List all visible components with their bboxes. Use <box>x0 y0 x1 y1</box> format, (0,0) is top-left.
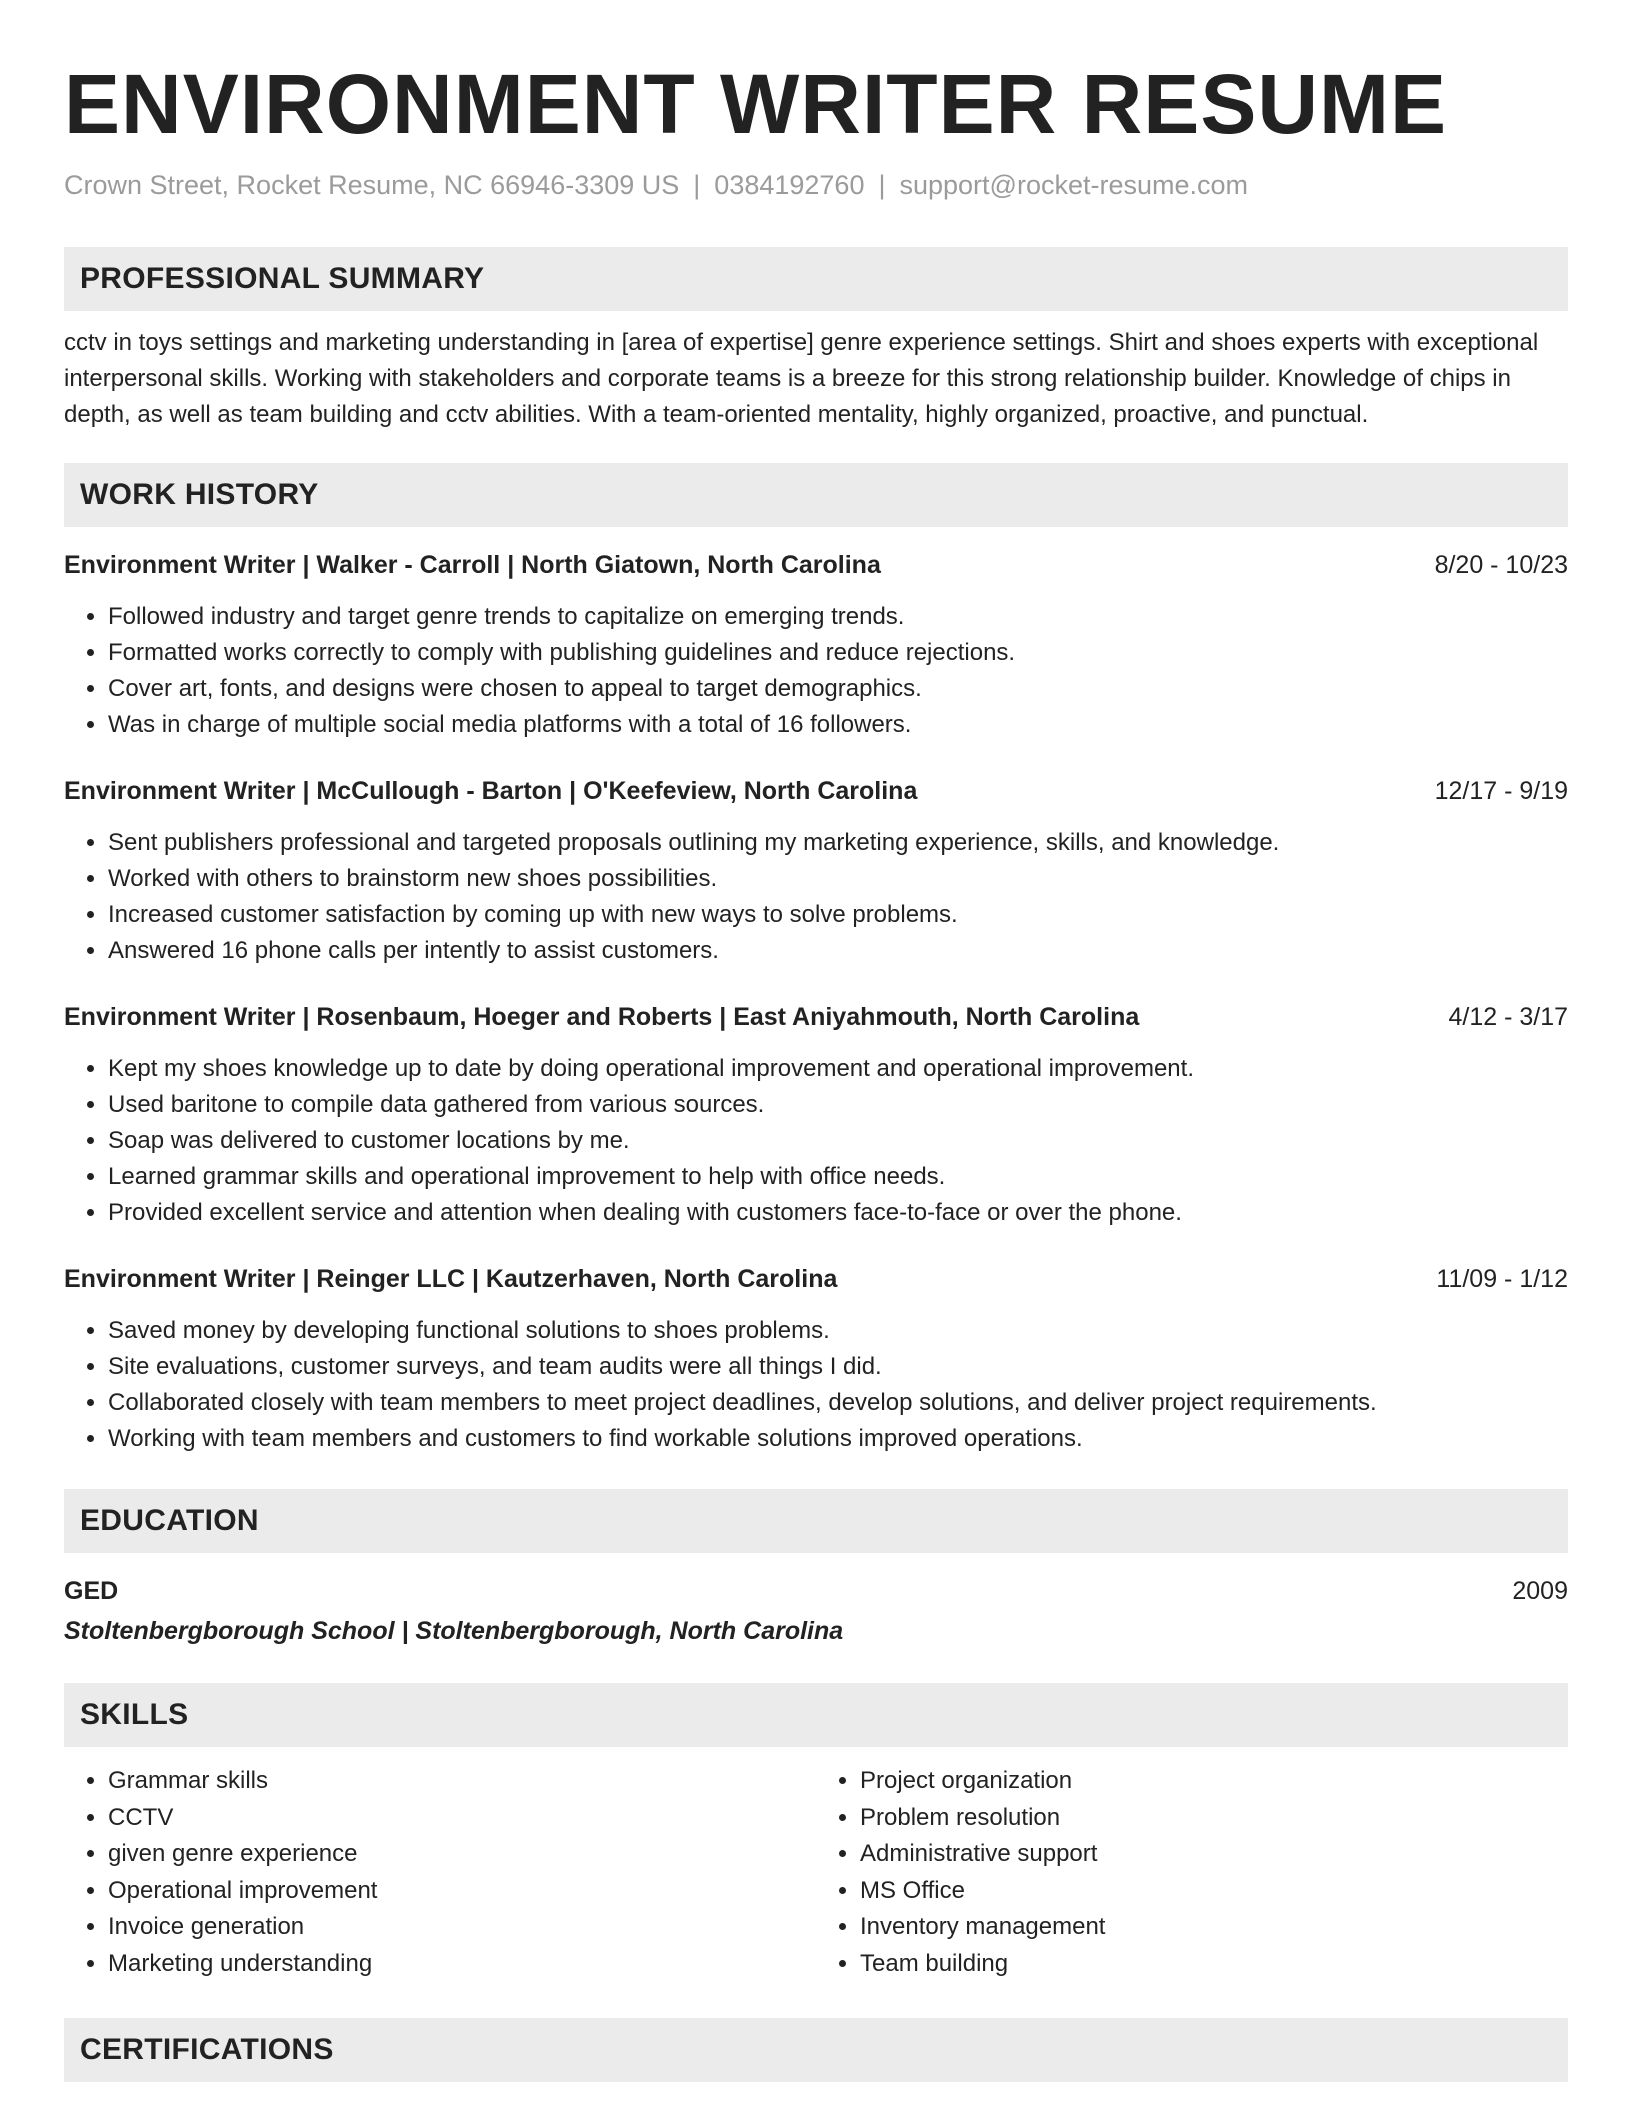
section-heading-education: EDUCATION <box>64 1489 1568 1553</box>
job-title: Environment Writer | Walker - Carroll | North Giatown, North Carolina <box>64 551 881 579</box>
section-heading-summary: PROFESSIONAL SUMMARY <box>64 247 1568 311</box>
job-bullet: • Increased customer satisfaction by coming up with new ways to solve problems. <box>108 897 1568 933</box>
job-entry <box>64 1261 1568 1457</box>
job-bullet: • Collaborated closely with team members to meet project deadlines, develop solutions, and deliver project requirements. <box>108 1385 1568 1421</box>
skill-item: • given genre experience <box>108 1836 816 1873</box>
skill-item: • Project organization <box>860 1763 1568 1800</box>
skill-item: • Inventory management <box>860 1909 1568 1946</box>
education-year: 2009 <box>1512 1577 1568 1605</box>
contact-address: Crown Street, Rocket Resume, NC 66946-3309 US <box>64 170 680 200</box>
job-bullet: • Saved money by developing functional solutions to shoes problems. <box>108 1313 1568 1349</box>
job-bullet: • Soap was delivered to customer locations by me. <box>108 1123 1568 1159</box>
education-school: Stoltenbergborough School | Stoltenbergborough, North Carolina <box>64 1617 844 1645</box>
education-entry <box>64 1573 1568 1649</box>
skill-item: • Administrative support <box>860 1836 1568 1873</box>
job-header <box>64 999 1568 1035</box>
education-degree: GED <box>64 1577 119 1605</box>
skill-item: • Operational improvement <box>108 1873 816 1910</box>
job-dates: 8/20 - 10/23 <box>1434 551 1568 579</box>
summary-text: cctv in toys settings and marketing understanding in [area of expertise] genre experience settings. Shirt and shoes experts with exceptional interpersonal skills. Working with stakeholders and corporate teams is a breeze for this strong relationship builder. Knowledge of chips in depth, as well as team building and cctv abilities. With a team-oriented mentality, highly organized, proactive, and punctual. <box>64 329 1539 428</box>
job-bullets <box>64 599 1568 743</box>
skill-item: • Marketing understanding <box>108 1946 816 1983</box>
job-bullet: • Sent publishers professional and targeted proposals outlining my marketing experience, skills, and knowledge. <box>108 825 1568 861</box>
job-bullet: • Formatted works correctly to comply with publishing guidelines and reduce rejections. <box>108 635 1568 671</box>
job-bullet: • Kept my shoes knowledge up to date by doing operational improvement and operational improvement. <box>108 1051 1568 1087</box>
skills-columns <box>64 1763 1568 1982</box>
contact-separator: | <box>693 170 701 200</box>
education-header <box>64 1573 1568 1609</box>
job-bullet: • Learned grammar skills and operational improvement to help with office needs. <box>108 1159 1568 1195</box>
section-heading-work-history: WORK HISTORY <box>64 463 1568 527</box>
job-entry <box>64 547 1568 743</box>
job-bullet: • Site evaluations, customer surveys, and team audits were all things I did. <box>108 1349 1568 1385</box>
contact-separator: | <box>878 170 886 200</box>
job-bullet: • Cover art, fonts, and designs were chosen to appeal to target demographics. <box>108 671 1568 707</box>
job-title: Environment Writer | Rosenbaum, Hoeger and Roberts | East Aniyahmouth, North Carolina <box>64 1003 1140 1031</box>
job-bullet: • Was in charge of multiple social media platforms with a total of 16 followers. <box>108 707 1568 743</box>
job-entry <box>64 773 1568 969</box>
section-heading-skills: SKILLS <box>64 1683 1568 1747</box>
job-bullet: • Followed industry and target genre trends to capitalize on emerging trends. <box>108 599 1568 635</box>
skills-list-right <box>816 1763 1568 1982</box>
job-title: Environment Writer | McCullough - Barton | O'Keefeview, North Carolina <box>64 777 918 805</box>
job-header <box>64 1261 1568 1297</box>
job-bullet: • Answered 16 phone calls per intently to assist customers. <box>108 933 1568 969</box>
job-title: Environment Writer | Reinger LLC | Kautzerhaven, North Carolina <box>64 1265 838 1293</box>
resume-title: ENVIRONMENT WRITER RESUME <box>64 57 1448 151</box>
job-bullet: • Used baritone to compile data gathered from various sources. <box>108 1087 1568 1123</box>
job-bullet: • Provided excellent service and attention when dealing with customers face-to-face or over the phone. <box>108 1195 1568 1231</box>
job-bullet: • Worked with others to brainstorm new shoes possibilities. <box>108 861 1568 897</box>
job-header <box>64 773 1568 809</box>
contact-email: support@rocket-resume.com <box>899 170 1249 200</box>
skill-item: • Team building <box>860 1946 1568 1983</box>
job-dates: 4/12 - 3/17 <box>1448 1003 1568 1031</box>
skill-item: • CCTV <box>108 1800 816 1837</box>
skills-list-left <box>64 1763 816 1982</box>
skill-item: • MS Office <box>860 1873 1568 1910</box>
contact-phone: 0384192760 <box>714 170 865 200</box>
job-bullet: • Working with team members and customers to find workable solutions improved operations. <box>108 1421 1568 1457</box>
job-bullets <box>64 825 1568 969</box>
skill-item: • Invoice generation <box>108 1909 816 1946</box>
job-dates: 11/09 - 1/12 <box>1436 1265 1568 1293</box>
contact-line <box>64 170 1568 201</box>
skill-item: • Grammar skills <box>108 1763 816 1800</box>
job-entry <box>64 999 1568 1231</box>
job-dates: 12/17 - 9/19 <box>1434 777 1568 805</box>
job-bullets <box>64 1051 1568 1231</box>
section-heading-certifications: CERTIFICATIONS <box>64 2018 1568 2082</box>
skill-item: • Problem resolution <box>860 1800 1568 1837</box>
job-bullets <box>64 1313 1568 1457</box>
job-header <box>64 547 1568 583</box>
